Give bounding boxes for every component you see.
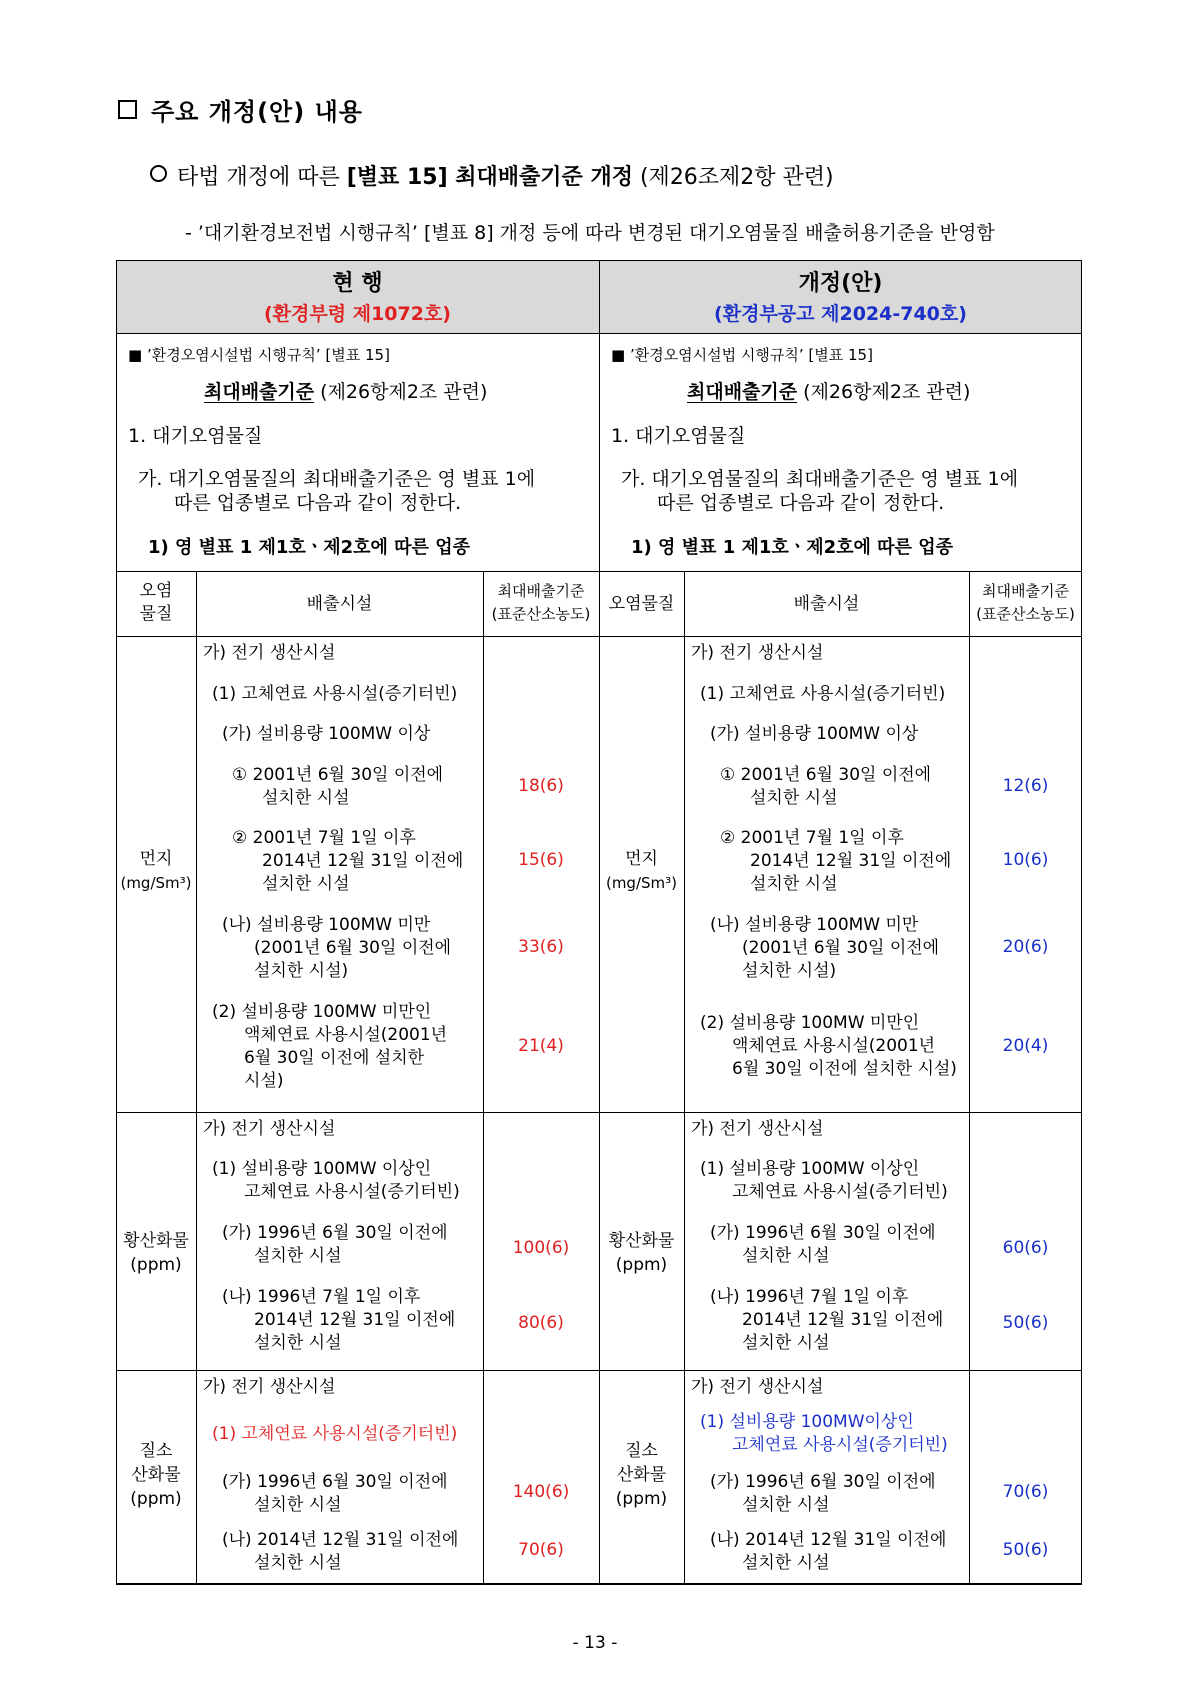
revised-header: 개정(안) (환경부공고 제2024-740호) [599, 260, 1082, 333]
heading-3: - ’대기환경보전법 시행규칙’ [별표 8] 개정 등에 따라 변경된 대기오염물질 배출허용기준을 반영함 [185, 222, 995, 244]
heading-1: 주요 개정(안) 내용 [118, 92, 363, 127]
current-header: 현 행 (환경부령 제1072호) [116, 260, 599, 333]
comparison-table: 현 행 (환경부령 제1072호) 개정(안) (환경부공고 제2024-740호) ■ ’환경오염시설법 시행규칙’ [별표 15] 최대배출기준 (제26항제2조 관련) 1. 대기오염물질 가. 대기오염물질의 최대배출기준은 영 별표 1에 따른 업종별로 다음과 같이 정한다. 1) 영 별표 1 제1호ㆍ제2호에 따른 업종 ■ ’환경오염시설법 시행규칙’ [별표 15] 최대배출기준 (제26항제2조 관련) 1. 대기오염물질 가. 대기오염물질의 최대배출기준은 영 별표 1에 따른 업종별로 다음과 같이 정한다. 1) 영 별표 1 제1호ㆍ제2호에 따른 업종 오염 물질 배출시설 최대배출기준 (표준산소농도) 오염물질 배출시설 최대배출기준 (표준산소농도) 먼지 (mg/Sm³) 가) 전기 생산시설 (1) 고체연료 사용시설(증기터빈) (가) 설비용량 100MW 이상 ① 2001년 6월 30일 이전에 설치한 시설 ② 2001년 7월 1일 이후 2014년 12월 31일 이전에 설치한 시설 (나) 설비용량 100MW 미만 (2001년 6월 30일 이전에 설치한 시설) (2) 설비용량 100MW 미만인 액체연료 사용시설(2001년 6월 30일 이전에 설치한 시설) 18(6) 15(6) 33(6) 21(4) 먼지 (mg/Sm³) 가) 전기 생산시설 (1) 고체연료 사용시설(증기터빈) (가) 설비용량 100MW 이상 ① 2001년 6월 30일 이전에 설치한 시설 ② 2001년 7월 1일 이후 2014년 12월 31일 이전에 설치한 시설 (나) 설비용량 100MW 미만 (2001년 6월 30일 이전에 설치한 시설) (2) 설비용량 100MW 미만인 액체연료 사용시설(2001년 6월 30일 이전에 설치한 시설) 12(6) 10(6) 20(6) 20(4) 황산화물 (ppm) 가) 전기 생산시설 (1) 설비용량 100MW 이상인 고체연료 사용시설(증기터빈) (가) 1996년 6월 30일 이전에 설치한 시설 (나) 1996년 7월 1일 이후 2014년 12월 31일 이전에 설치한 시설 100(6) 80(6) 황산화물 (ppm) 가) 전기 생산시설 (1) 설비용량 100MW 이상인 고체연료 사용시설(증기터빈) (가) 1996년 6월 30일 이전에 설치한 시설 (나) 1996년 7월 1일 이후 2014년 12월 31일 이전에 설치한 시설 60(6) 50(6) 질소 산화물 (ppm) 가) 전기 생산시설 (1) 고체연료 사용시설(증기터빈) (가) 1996년 6월 30일 이전에 설치한 시설 (나) 2014년 12월 31일 이전에 설치한 시설 140(6) 70(6) 질소 산화물 (ppm) 가) 전기 생산시설 (1) 설비용량 100MW이상인 고체연료 사용시설(증기터빈) (가) 1996년 6월 30일 이전에 설치한 시설 (나) 2014년 12월 31일 이전에 설치한 시설 70(6) 50(6) [116, 260, 1082, 1584]
heading-2: 타법 개정에 따른 [별표 15] 최대배출기준 개정 (제26조제2항 관련) [150, 160, 834, 191]
checkbox-square-icon [118, 100, 137, 119]
circle-bullet-icon [150, 165, 167, 182]
page-number: - 13 - [572, 1633, 618, 1653]
